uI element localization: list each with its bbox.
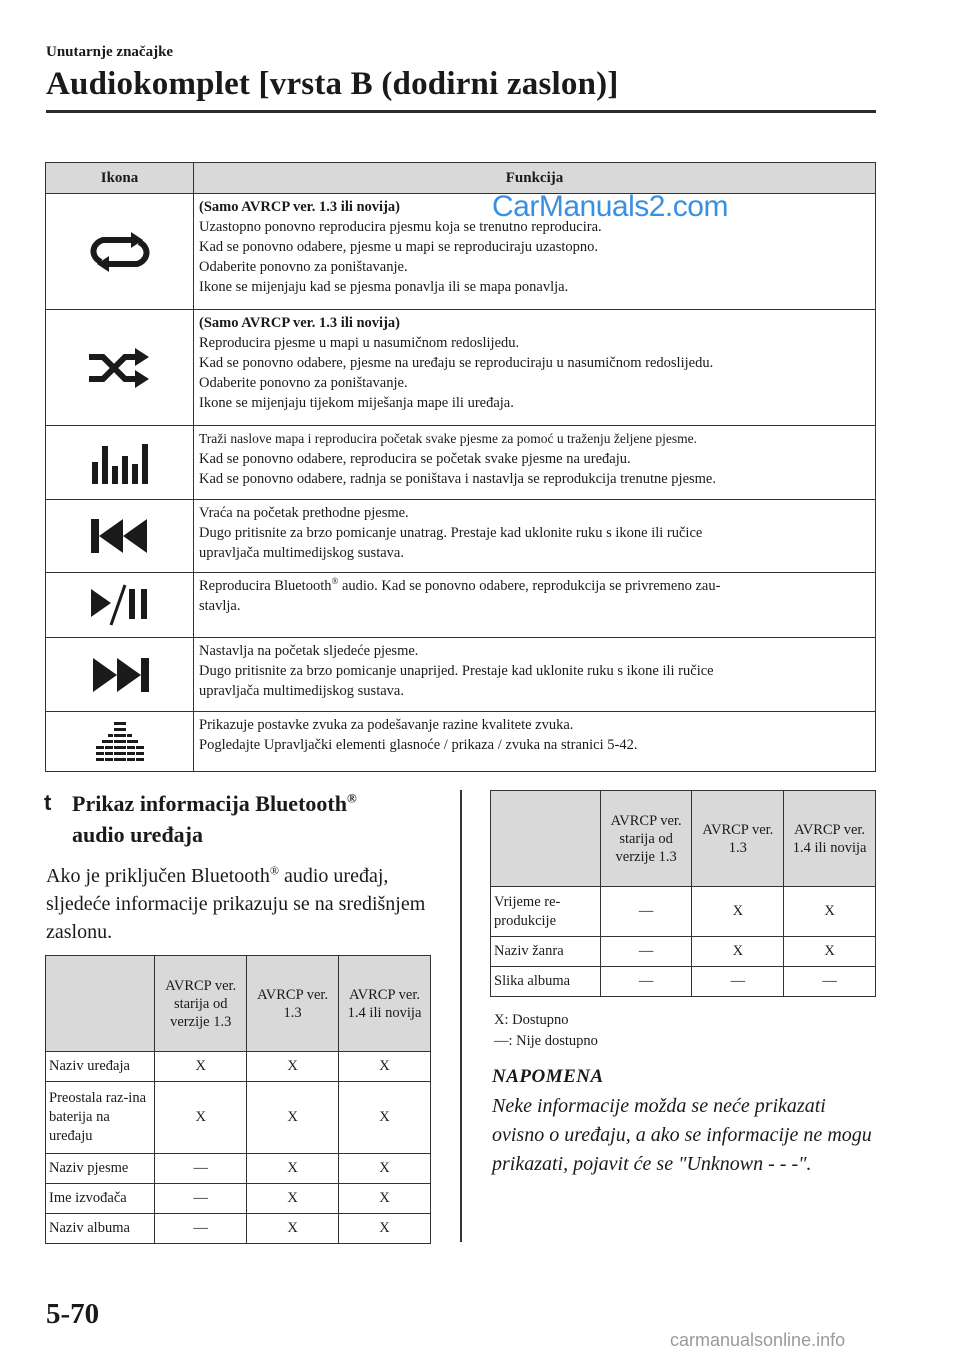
cell-value: X <box>339 1184 431 1214</box>
cell-value: — <box>784 967 876 997</box>
row-label: Vrijeme re-produkcije <box>491 887 601 937</box>
cell-value: X <box>692 937 784 967</box>
legend-item: —: Nije dostupno <box>494 1033 598 1049</box>
function-line: Dugo pritisnite za brzo pomicanje unatrag. Prestaje kad uklonite ruku s ikone ili ručice <box>199 525 703 541</box>
sound-settings-icon <box>92 720 148 764</box>
registered-mark: ® <box>331 576 339 587</box>
function-cell <box>194 638 876 712</box>
function-cell <box>194 573 876 638</box>
table-row <box>46 500 876 573</box>
cell-value: — <box>155 1184 247 1214</box>
table-legend <box>494 1010 598 1052</box>
row-label: Naziv albuma <box>46 1214 155 1244</box>
registered-mark: ® <box>346 790 357 806</box>
function-line <box>199 576 869 596</box>
cell-value: X <box>784 887 876 937</box>
icon-cell <box>46 426 194 500</box>
cell-value: — <box>155 1154 247 1184</box>
cell-value: X <box>247 1184 339 1214</box>
icon-cell <box>46 310 194 426</box>
cell-value: X <box>692 887 784 937</box>
note-heading: NAPOMENA <box>492 1066 604 1087</box>
row-label: Naziv pjesme <box>46 1154 155 1184</box>
row-label: Naziv uređaja <box>46 1052 155 1082</box>
table-header-row <box>46 956 431 1052</box>
function-line: Odaberite ponovno za poništavanje. <box>199 259 408 275</box>
table-row <box>46 638 876 712</box>
column-divider <box>460 790 462 1242</box>
col-header: AVRCP ver. starija od verzije 1.3 <box>600 791 692 887</box>
cell-value: — <box>600 937 692 967</box>
footer-watermark: carmanualsonline.info <box>670 1330 846 1350</box>
cell-value: — <box>155 1214 247 1244</box>
function-line: Uzastopno ponovno reproducira pjesmu koja se trenutno reproducira. <box>199 219 602 235</box>
col-icon-header: Ikona <box>46 163 194 194</box>
next-track-icon <box>89 656 151 694</box>
section-paragraph <box>46 862 436 946</box>
icon-cell <box>46 712 194 772</box>
function-line: Nastavlja na početak sljedeće pjesme. <box>199 643 419 659</box>
row-label: Naziv žanra <box>491 937 601 967</box>
col-header: AVRCP ver. starija od verzije 1.3 <box>155 956 247 1052</box>
function-cell <box>194 500 876 573</box>
table-row <box>46 573 876 638</box>
col-function-header: Funkcija <box>194 163 876 194</box>
icon-function-table <box>45 162 876 772</box>
icon-cell <box>46 573 194 638</box>
function-line: Ikone se mijenjaju kad se pjesma ponavlja ili se mapa ponavlja. <box>199 279 569 295</box>
cell-value: X <box>339 1214 431 1244</box>
empty-header-cell <box>491 791 601 887</box>
table-row <box>491 887 876 937</box>
cell-value: X <box>155 1082 247 1154</box>
function-cell <box>194 426 876 500</box>
shuffle-icon <box>87 348 153 388</box>
col-header: AVRCP ver. 1.3 <box>247 956 339 1052</box>
function-line: upravljača multimedijskog sustava. <box>199 545 404 561</box>
page-number: 5-70 <box>46 1298 100 1330</box>
col-header: AVRCP ver. 1.3 <box>692 791 784 887</box>
col-header: AVRCP ver. 1.4 ili novija <box>784 791 876 887</box>
watermark-logo: CarManuals2.com <box>492 190 728 223</box>
row-label: Preostala raz-ina baterija na uređaju <box>46 1082 155 1154</box>
repeat-icon <box>89 232 151 272</box>
legend-item: X: Dostupno <box>494 1012 569 1028</box>
function-line: Traži naslove mapa i reproducira početak svake pjesme za pomoć u traženju željene pjesme. <box>199 431 698 446</box>
function-line: Kad se ponovno odabere, pjesme u mapi se reproduciraju uzastopno. <box>199 239 599 255</box>
note-text: Neke informacije možda se neće prikazati ovisno o uređaju, a ako se informacije ne mogu prikazati, pojavit će se "Unknown - - -". <box>492 1095 872 1175</box>
table-row <box>46 194 876 310</box>
section-heading-text: Prikaz informacija Bluetooth <box>72 791 347 816</box>
paragraph-text: Ako je priključen Bluetooth <box>46 865 270 887</box>
cell-value: X <box>155 1052 247 1082</box>
table-row <box>491 937 876 967</box>
table-row <box>46 310 876 426</box>
function-line: Odaberite ponovno za poništavanje. <box>199 375 408 391</box>
cell-value: X <box>247 1214 339 1244</box>
function-line: Kad se ponovno odabere, reproducira se početak svake pjesme na uređaju. <box>199 451 631 467</box>
section-heading <box>72 788 402 850</box>
table-header-row <box>491 791 876 887</box>
function-line: (Samo AVRCP ver. 1.3 ili novija) <box>199 199 400 215</box>
cell-value: — <box>692 967 784 997</box>
function-line: Pogledajte Upravljački elementi glasnoće / prikaza / zvuka na stranici 5-42. <box>199 737 638 753</box>
bluetooth-info-table-right <box>490 790 876 997</box>
table-row <box>46 1052 431 1082</box>
col-header: AVRCP ver. 1.4 ili novija <box>339 956 431 1052</box>
cell-value: X <box>247 1052 339 1082</box>
table-row <box>46 712 876 772</box>
function-text: Reproducira Bluetooth <box>199 578 332 594</box>
function-text: audio. Kad se ponovno odabere, reprodukcija se privremeno zau- <box>338 578 721 594</box>
title-rule <box>46 110 876 113</box>
row-label: Ime izvođača <box>46 1184 155 1214</box>
cell-value: X <box>339 1154 431 1184</box>
play-pause-icon <box>89 583 151 627</box>
function-line: Kad se ponovno odabere, radnja se poništava i nastavlja se reprodukcija trenutne pjesme. <box>199 471 716 487</box>
function-line: upravljača multimedijskog sustava. <box>199 683 404 699</box>
scan-icon <box>90 442 150 484</box>
icon-table-header <box>46 163 876 194</box>
previous-track-icon <box>89 517 151 555</box>
function-line: Ikone se mijenjaju tijekom miješanja mape ili uređaja. <box>199 395 514 411</box>
section-bullet: t <box>44 790 52 815</box>
bluetooth-info-table-left <box>45 955 431 1244</box>
function-line: Kad se ponovno odabere, pjesme na uređaju se reproduciraju u nasumičnom redoslijedu. <box>199 355 714 371</box>
function-line: Reproducira pjesme u mapi u nasumičnom redoslijedu. <box>199 335 520 351</box>
icon-cell <box>46 500 194 573</box>
cell-value: X <box>784 937 876 967</box>
table-row <box>46 1214 431 1244</box>
table-row <box>491 967 876 997</box>
table-row <box>46 1082 431 1154</box>
table-row <box>46 1184 431 1214</box>
cell-value: — <box>600 967 692 997</box>
row-label: Slika albuma <box>491 967 601 997</box>
page-title: Audiokomplet [vrsta B (dodirni zaslon)] <box>46 66 619 102</box>
cell-value: X <box>247 1082 339 1154</box>
paragraph-text: audio uređaj, sljedeće informacije prikazuju se na središnjem zaslonu. <box>46 865 426 943</box>
icon-cell <box>46 194 194 310</box>
section-kicker: Unutarnje značajke <box>46 44 174 60</box>
cell-value: X <box>247 1154 339 1184</box>
function-line: stavlja. <box>199 598 241 614</box>
cell-value: — <box>600 887 692 937</box>
icon-cell <box>46 638 194 712</box>
function-cell <box>194 712 876 772</box>
cell-value: X <box>339 1082 431 1154</box>
registered-mark: ® <box>269 863 279 878</box>
table-row <box>46 426 876 500</box>
section-heading-text: audio uređaja <box>72 822 204 847</box>
empty-header-cell <box>46 956 155 1052</box>
table-row <box>46 1154 431 1184</box>
function-line: Prikazuje postavke zvuka za podešavanje razine kvalitete zvuka. <box>199 717 574 733</box>
function-line: (Samo AVRCP ver. 1.3 ili novija) <box>199 315 400 331</box>
cell-value: X <box>339 1052 431 1082</box>
function-cell <box>194 310 876 426</box>
function-line: Vraća na početak prethodne pjesme. <box>199 505 409 521</box>
function-line: Dugo pritisnite za brzo pomicanje unaprijed. Prestaje kad uklonite ruku s ikone ili ručice <box>199 663 714 679</box>
